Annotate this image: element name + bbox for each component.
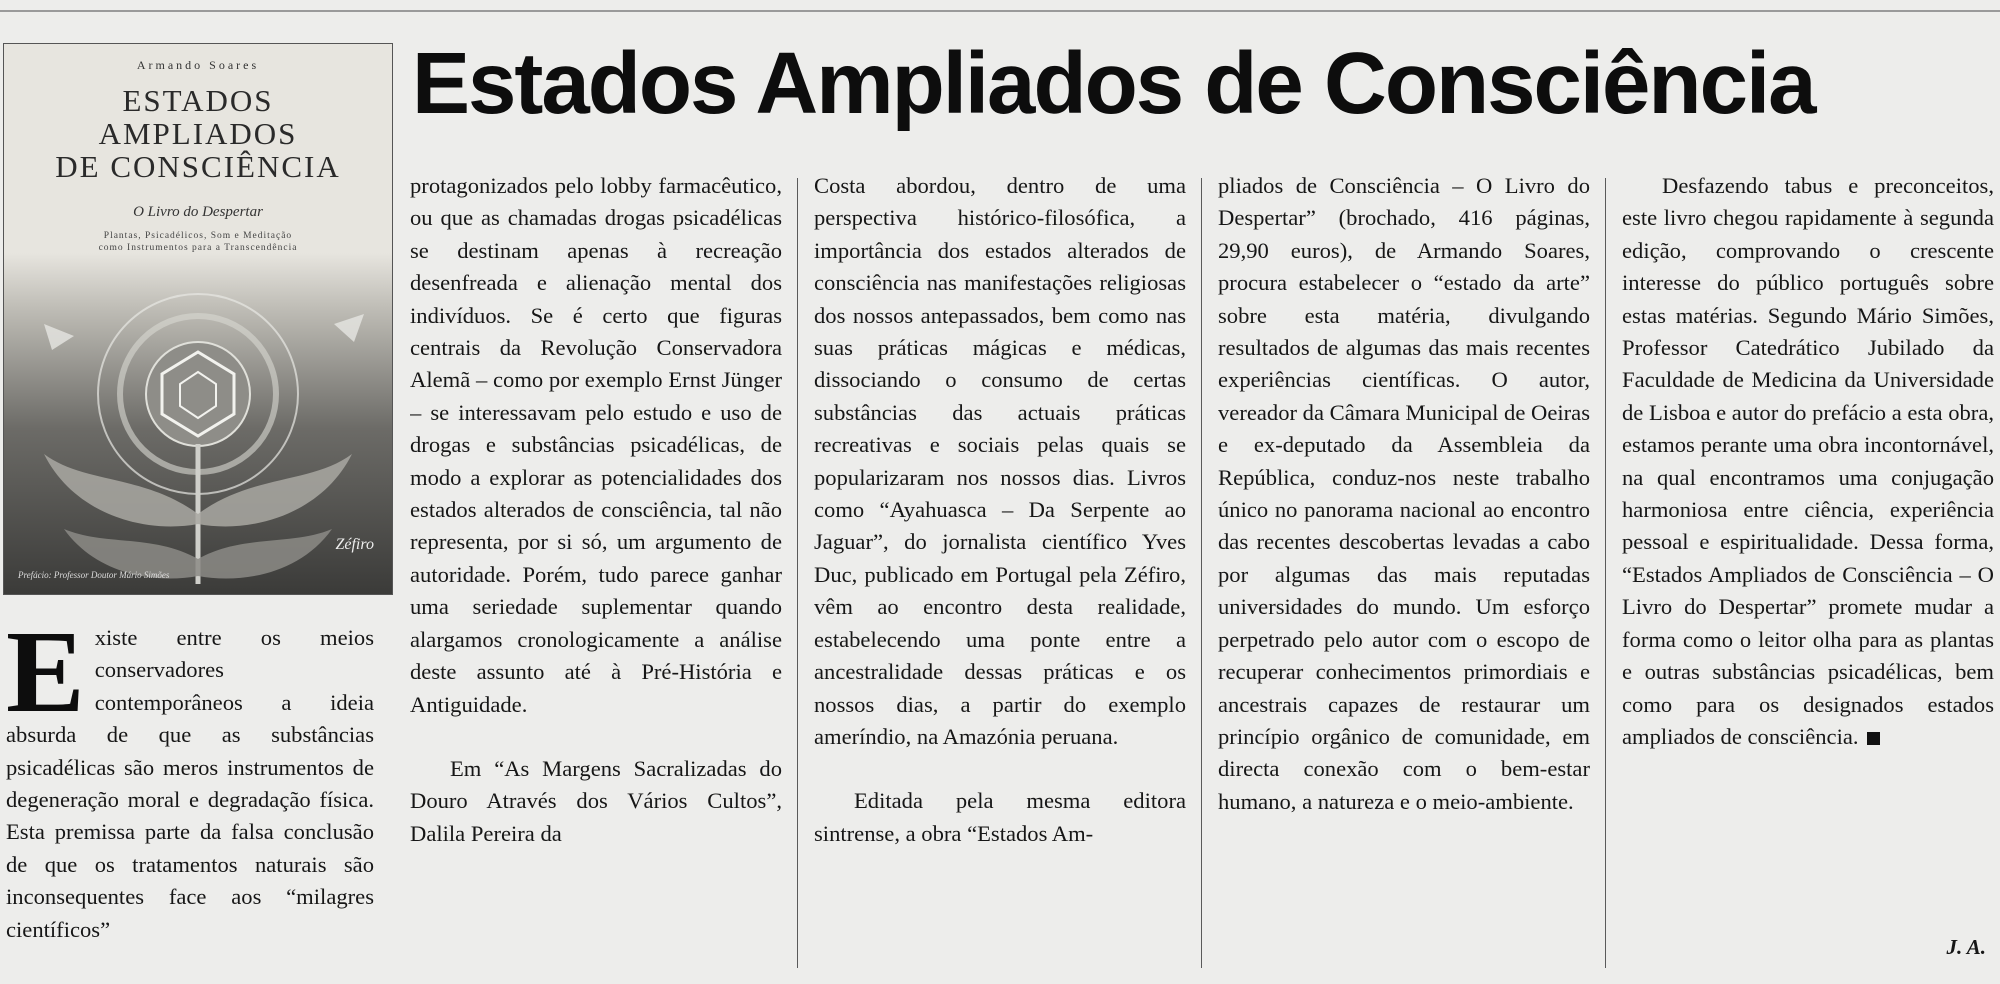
column-text: xiste entre os meios conservadores contemporâneos a ideia absurda de que as substâncias psicadélicas são meros instrumentos de degeneração moral e degradação física. Esta premissa parte da falsa conclusão de que os tratamentos naturais são inconsequentes face aos “milagres científicos”	[6, 625, 374, 942]
article-column-5	[1622, 170, 1994, 960]
cover-preface-credit: Prefácio: Professor Doutor Mário Simões	[18, 570, 170, 580]
cover-title-line: DE CONSCIÊNCIA	[55, 149, 341, 184]
column-divider	[797, 178, 798, 968]
cover-title-line: ESTADOS	[122, 83, 274, 118]
cover-tagline-line: como Instrumentos para a Transcendência	[98, 243, 298, 253]
author-signature: J. A.	[1946, 935, 1986, 959]
drop-cap: E	[6, 622, 85, 737]
cover-tagline-line: Plantas, Psicadélicos, Som e Meditação	[103, 231, 293, 241]
cover-author: Armando Soares	[136, 58, 260, 72]
article-column-1	[6, 622, 374, 978]
paragraph-spacer	[814, 753, 1186, 785]
column-text: protagonizados pelo lobby farmacêutico, ou que as chamadas drogas psicadélicas se destinam apenas à recreação desenfreada e alienação mental dos indivíduos. Se é certo que figuras centrais da Revolução Conservadora Alemã – como por exemplo Ernst Jünger – se interessavam pelo estudo e uso de drogas e substâncias psicadélicas, de modo a explorar as potencialidades dos estados alterados de consciência, tal não representa, por si só, um argumento de autoridade. Porém, tudo parece ganhar uma seriedade suplementar quando alargamos cronologicamente a análise deste assunto até à Pré-História e Antiguidade.	[410, 173, 782, 717]
article-column-2	[410, 170, 782, 960]
column-text-body: Desfazendo tabus e preconceitos, este livro chegou rapidamente à segunda edição, comprovando o crescente interesse do público português sobre estas matérias. Segundo Mário Simões, Professor Catedrático Jubilado da Faculdade de Medicina da Universidade de Lisboa e autor do prefácio a esta obra, estamos perante uma obra incontornável, na qual encontramos uma conjugação harmoniosa entre ciência, experiência pessoal e espiritualidade. Dessa forma, “Estados Ampliados de Consciência – O Livro do Despertar” promete mudar a forma como o leitor olha para as plantas e outras substâncias psicadélicas, bem como para os designados estados ampliados de consciência.	[1622, 173, 1994, 749]
column-text: Em “As Margens Sacralizadas do Douro Através dos Vários Cultos”, Dalila Pereira da	[410, 755, 782, 846]
headline: Estados Ampliados de Consciência	[412, 35, 1815, 132]
cover-illustration	[4, 284, 392, 594]
column-text: Editada pela mesma editora sintrense, a obra “Estados Am-	[814, 788, 1186, 846]
book-cover	[4, 44, 392, 594]
end-mark-icon	[1867, 732, 1880, 745]
article-column-4	[1218, 170, 1590, 960]
column-text	[1622, 170, 1994, 753]
cover-tagline	[24, 230, 372, 254]
column-divider	[1605, 178, 1606, 968]
cover-subtitle: O Livro do Despertar	[133, 204, 263, 220]
article-column-3	[814, 170, 1186, 960]
cover-title-line: AMPLIADOS	[98, 116, 298, 151]
cover-publisher: Zéfiro	[335, 536, 374, 553]
top-rule	[0, 10, 2000, 12]
column-text: pliados de Consciência – O Livro do Despertar” (brochado, 416 páginas, 29,90 euros), de Armando Soares, procura estabelecer o “estado da arte” sobre esta matéria, divulgando resultados de algumas das mais recentes experiências científicas. O autor, vereador da Câmara Municipal de Oeiras e ex-deputado da Assembleia da República, conduz-nos neste trabalho único no panorama nacional ao encontro das recentes descobertas levadas a cabo por algumas das mais reputadas universidades do mundo. Um esforço perpetrado pelo autor com o escopo de recuperar conhecimentos primordiais e ancestrais capazes de restaurar um princípio orgânico de comunidade, em directa conexão com o bem-estar humano, a natureza e o meio-ambiente.	[1218, 173, 1590, 814]
column-divider	[1201, 178, 1202, 968]
cover-title	[4, 84, 392, 183]
paragraph-spacer	[410, 721, 782, 753]
column-text: Costa abordou, dentro de uma perspectiva histórico-filosófica, a importância dos estados alterados de consciência nas manifestações religiosas dos nossos antepassados, bem como nas suas práticas mágicas e médicas, dissociando o consumo de certas substâncias das actuais práticas recreativas e sociais pelas quais se popularizaram nos nossos dias. Livros como “Ayahuasca – Da Serpente ao Jaguar”, do jornalista científico Yves Duc, publicado em Portugal pela Zéfiro, vêm ao encontro desta realidade, estabelecendo uma ponte entre a ancestralidade dessas práticas e os nossos dias, a partir do exemplo ameríndio, na Amazónia peruana.	[814, 173, 1186, 749]
